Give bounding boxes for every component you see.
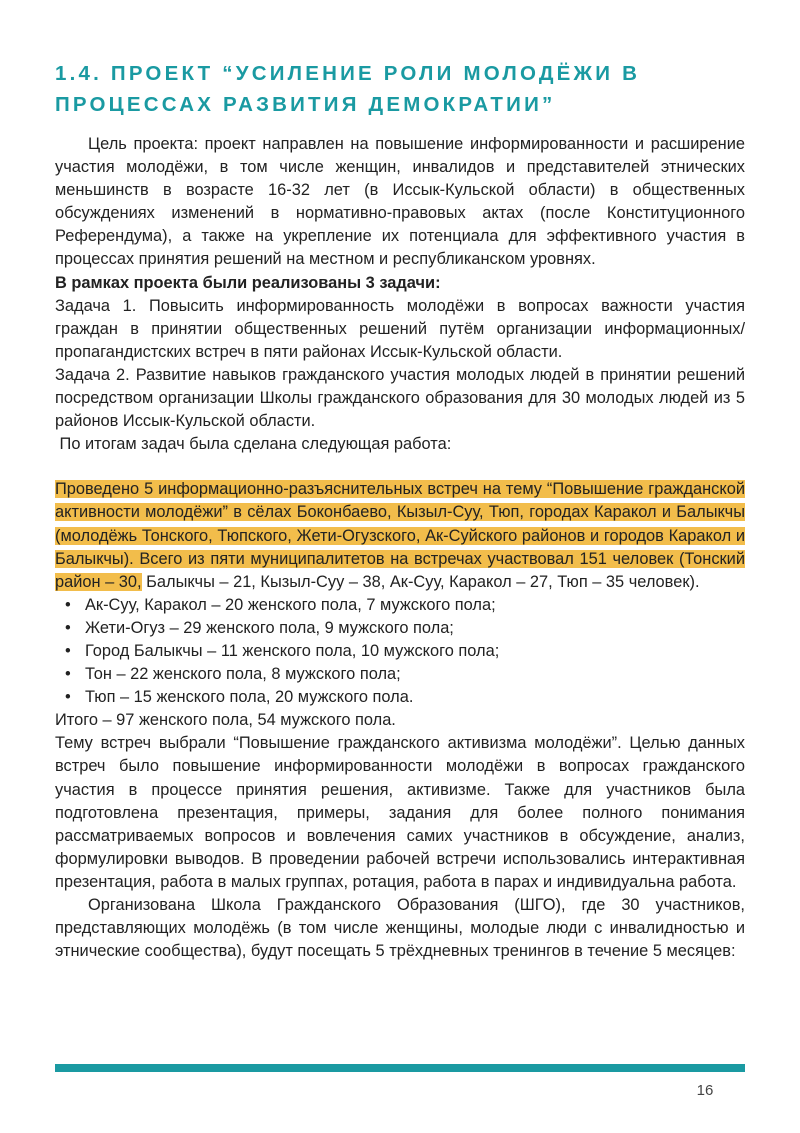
list-item-text: Тон – 22 женского пола, 8 мужского пола; bbox=[85, 665, 401, 684]
bullet-icon: • bbox=[65, 688, 71, 707]
bullet-icon: • bbox=[65, 618, 71, 637]
list-item-text: Жети-Огуз – 29 женского пола, 9 мужского пола; bbox=[85, 618, 454, 637]
list-item bbox=[65, 686, 745, 709]
highlighted-meetings-paragraph bbox=[55, 478, 745, 593]
list-item-text: Тюп – 15 женского пола, 20 мужского пола. bbox=[85, 688, 414, 707]
list-item-text: Город Балыкчы – 11 женского пола, 10 мужского пола; bbox=[85, 641, 500, 660]
body-content bbox=[55, 133, 745, 963]
civic-school-paragraph: Организована Школа Гражданского Образования (ШГО), где 30 участников, представляющих молодёжь (в том числе женщины, молодые люди с инвалидностью и этнические сообщества), будут посещать 5 трёхдневных тренингов в течение 5 месяцев: bbox=[55, 896, 745, 961]
bullet-icon: • bbox=[65, 665, 71, 684]
task-1-paragraph: Задача 1. Повысить информированность молодёжи в вопросах важности участия граждан в принятии общественных решений путём организации информационных/пропагандистских встреч в пяти районах Иссык-Кульской области. bbox=[55, 296, 745, 361]
section-heading-line-1: 1.4. ПРОЕКТ “УСИЛЕНИЕ РОЛИ МОЛОДЁЖИ В bbox=[55, 62, 641, 85]
section-heading-line-2: ПРОЦЕССАХ РАЗВИТИЯ ДЕМОКРАТИИ” bbox=[55, 93, 556, 116]
bullet-icon: • bbox=[65, 595, 71, 614]
list-item bbox=[65, 594, 745, 617]
spacer bbox=[55, 456, 745, 478]
section-heading bbox=[55, 58, 755, 120]
page-number: 16 bbox=[696, 1082, 714, 1099]
list-item bbox=[65, 663, 745, 686]
bullet-icon: • bbox=[65, 641, 71, 660]
results-intro: По итогам задач была сделана следующая работа: bbox=[55, 435, 452, 454]
list-item bbox=[65, 617, 745, 640]
project-goal-paragraph: Цель проекта: проект направлен на повышение информированности и расширение участия молодёжи, в том числе женщин, инвалидов и представителей этнических меньшинств в возрасте 16-32 лет (в Иссык-Кульской области) в общественных обсуждениях изменений в нормативно-правовых актах (после Конституционного Референдума), а также на укрепление их потенциала для эффективного участия в процессах принятия решений на местном и республиканском уровнях. bbox=[55, 135, 745, 269]
highlighted-text: Проведено 5 информационно-разъяснительных встреч на тему “Повышение гражданской активности молодёжи” в сёлах Боконбаево, Кызыл-Суу, Тюп, городах Каракол и Балыкчы (молодёжь Тонского, Тюпского, Жети-Огузского, Ак-Суйского районов и городов Каракол и Балыкчы). Всего из пяти муниципалитетов на встречах участвовал 151 человек (Тонский район – 30, bbox=[55, 480, 745, 591]
meeting-topic-paragraph: Тему встреч выбрали “Повышение гражданского активизма молодёжи”. Целью данных встреч было повышение информированности молодёжи в вопросах гражданского участия в процессе принятия решения, активизме. Также для участников была подготовлена презентация, примеры, задания для более полного понимания рассматриваемых вопросов и вовлечения самих участников в обсуждение, анализ, формулировки выводов. В проведении рабочей встречи использовались интерактивная презентация, работа в малых группах, ротация, работа в парах и индивидуальна работа. bbox=[55, 734, 745, 891]
tasks-heading: В рамках проекта были реализованы 3 задачи: bbox=[55, 273, 441, 292]
footer-divider bbox=[55, 1064, 745, 1072]
list-item bbox=[65, 640, 745, 663]
total-line: Итого – 97 женского пола, 54 мужского пола. bbox=[55, 711, 396, 730]
participants-list bbox=[55, 594, 745, 709]
task-2-paragraph: Задача 2. Развитие навыков гражданского участия молодых людей в принятии решений посредством организации Школы гражданского образования для 30 молодых людей из 5 районов Иссык-Кульской области. bbox=[55, 365, 745, 431]
list-item-text: Ак-Суу, Каракол – 20 женского пола, 7 мужского пола; bbox=[85, 595, 496, 614]
meetings-tail-text: Балыкчы – 21, Кызыл-Суу – 38, Ак-Суу, Каракол – 27, Тюп – 35 человек). bbox=[146, 572, 700, 591]
